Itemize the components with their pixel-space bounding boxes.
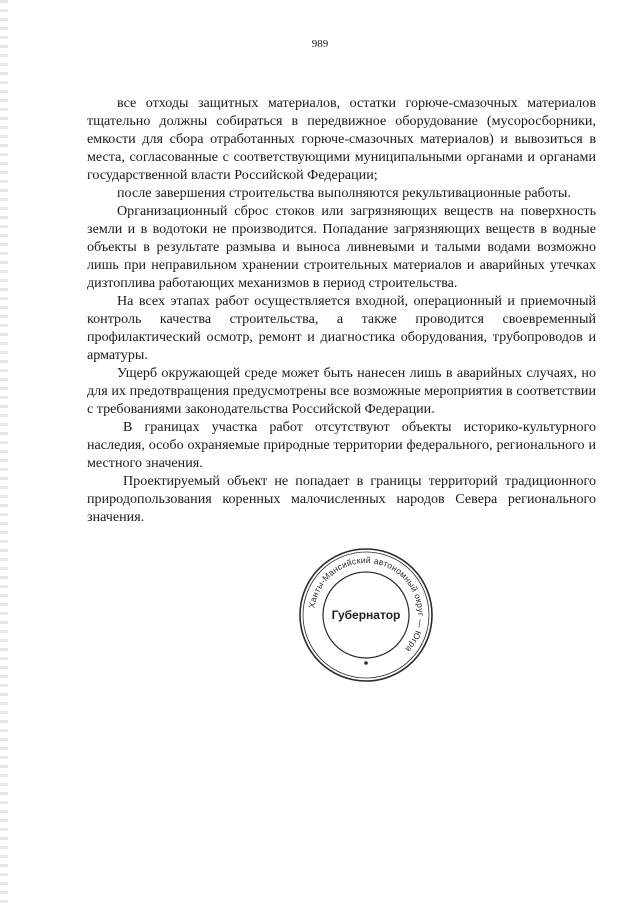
governor-seal <box>296 545 436 685</box>
paragraph-4: На всех этапах работ осуществляется входной, операционный и приемочный контроль качества строительства, а также проводится своевременный профилактический осмотр, ремонт и диагностика оборудования, трубопроводов и арматуры. <box>87 293 596 363</box>
seal-dot-icon <box>364 661 368 665</box>
page-number: 989 <box>311 38 329 50</box>
document-body <box>87 94 596 526</box>
paragraph-5: Ущерб окружающей среде может быть нанесен лишь в аварийных случаях, но для их предотвращения предусмотрены все возможные мероприятия в соответствии с требованиями законодательства Российской Федерации. <box>87 365 596 417</box>
seal-center-text: Губернатор <box>331 608 401 622</box>
paragraph-7: Проектируемый объект не попадает в границы территорий традиционного природопользования коренных малочисленных народов Севера регионального значения. <box>87 473 596 525</box>
paragraph-1: все отходы защитных материалов, остатки горюче-смазочных материалов тщательно должны собираться в передвижное оборудование (мусоросборники, емкости для сбора отработанных горюче-смазочных материалов) и вывозиться в места, согласованные с соответствующими муниципальными органами и органами государственной власти Российской Федерации; <box>87 95 596 183</box>
paragraph-3: Организационный сброс стоков или загрязняющих веществ на поверхность земли и в водотоки не производится. Попадание загрязняющих веществ в водные объекты в результате размыва и выноса ливневыми и талыми водами возможно лишь при неправильном хранении строительных материалов и аварийных утечках дизтоплива работающих механизмов в период строительства. <box>87 203 596 291</box>
seal-ring-text: Ханты-Мансийский автономный округ — Югра <box>306 554 427 655</box>
scan-left-edge <box>0 0 8 905</box>
paragraph-2: после завершения строительства выполняются рекультивационные работы. <box>117 185 571 201</box>
paragraph-6: В границах участка работ отсутствуют объекты историко-культурного наследия, особо охраняемые природные территории федерального, регионального и местного значения. <box>87 419 596 471</box>
